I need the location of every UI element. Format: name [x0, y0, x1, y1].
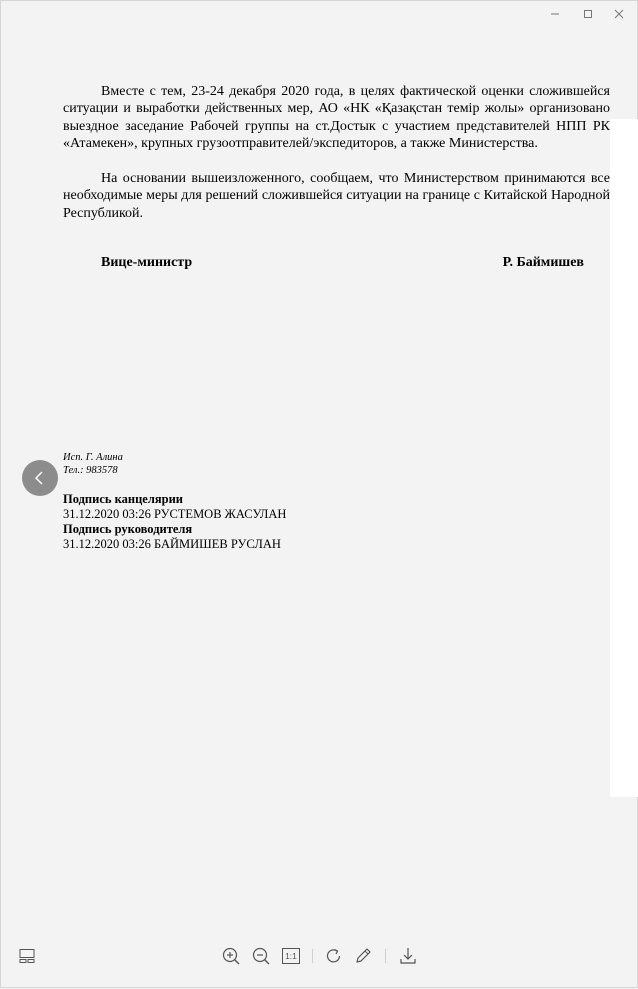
- bottom-toolbar: [1, 941, 638, 971]
- chevron-left-icon: [33, 470, 47, 486]
- paragraph-2: На основании вышеизложенного, сообщаем, что Министерством принимаются все необходимые меры для решений сложившейся ситуации на границе с Китайской Народной Республикой.: [63, 171, 610, 221]
- signature-name: Р. Баймишев: [502, 255, 584, 270]
- toolbar-divider: [385, 949, 386, 963]
- document-page: [1, 1, 638, 989]
- office-sign-label: Подпись канцелярии: [63, 492, 183, 506]
- zoom-in-icon: [221, 946, 241, 966]
- edit-button[interactable]: [351, 944, 375, 968]
- pencil-icon: [353, 946, 373, 966]
- thumbnails-icon: [18, 947, 36, 965]
- zoom-out-icon: [251, 946, 271, 966]
- zoom-out-button[interactable]: [249, 944, 273, 968]
- paragraph-1: Вместе с тем, 23-24 декабря 2020 года, в целях фактической оценки сложившейся ситуации и выработки действенных мер, АО «НК «Қазақстан темір жолы» организовано выездное заседание Рабочей группы на ст.Достык с участием представителей НПП РК «Атамекен», крупных грузоотправителей/экспедиторов, а также Министерства.: [63, 84, 610, 151]
- head-sign-value: 31.12.2020 03:26 БАЙМИШЕВ РУСЛАН: [63, 537, 281, 551]
- rotate-button[interactable]: [322, 944, 346, 968]
- phone: Тел.: 983578: [63, 465, 118, 476]
- toolbar-divider: [312, 949, 313, 963]
- office-sign-value: 31.12.2020 03:26 РУСТЕМОВ ЖАСУЛАН: [63, 507, 287, 521]
- head-sign-label: Подпись руководителя: [63, 522, 193, 536]
- previous-page-button[interactable]: [22, 460, 58, 496]
- actual-size-label: 1:1: [282, 948, 300, 964]
- zoom-in-button[interactable]: [219, 944, 243, 968]
- rotate-icon: [324, 946, 344, 966]
- actual-size-button[interactable]: [279, 944, 303, 968]
- executor: Исп. Г. Алина: [63, 452, 123, 463]
- download-icon: [398, 946, 418, 966]
- thumbnails-button[interactable]: [15, 944, 39, 968]
- download-button[interactable]: [396, 944, 420, 968]
- signature-position: Вице-министр: [101, 255, 193, 270]
